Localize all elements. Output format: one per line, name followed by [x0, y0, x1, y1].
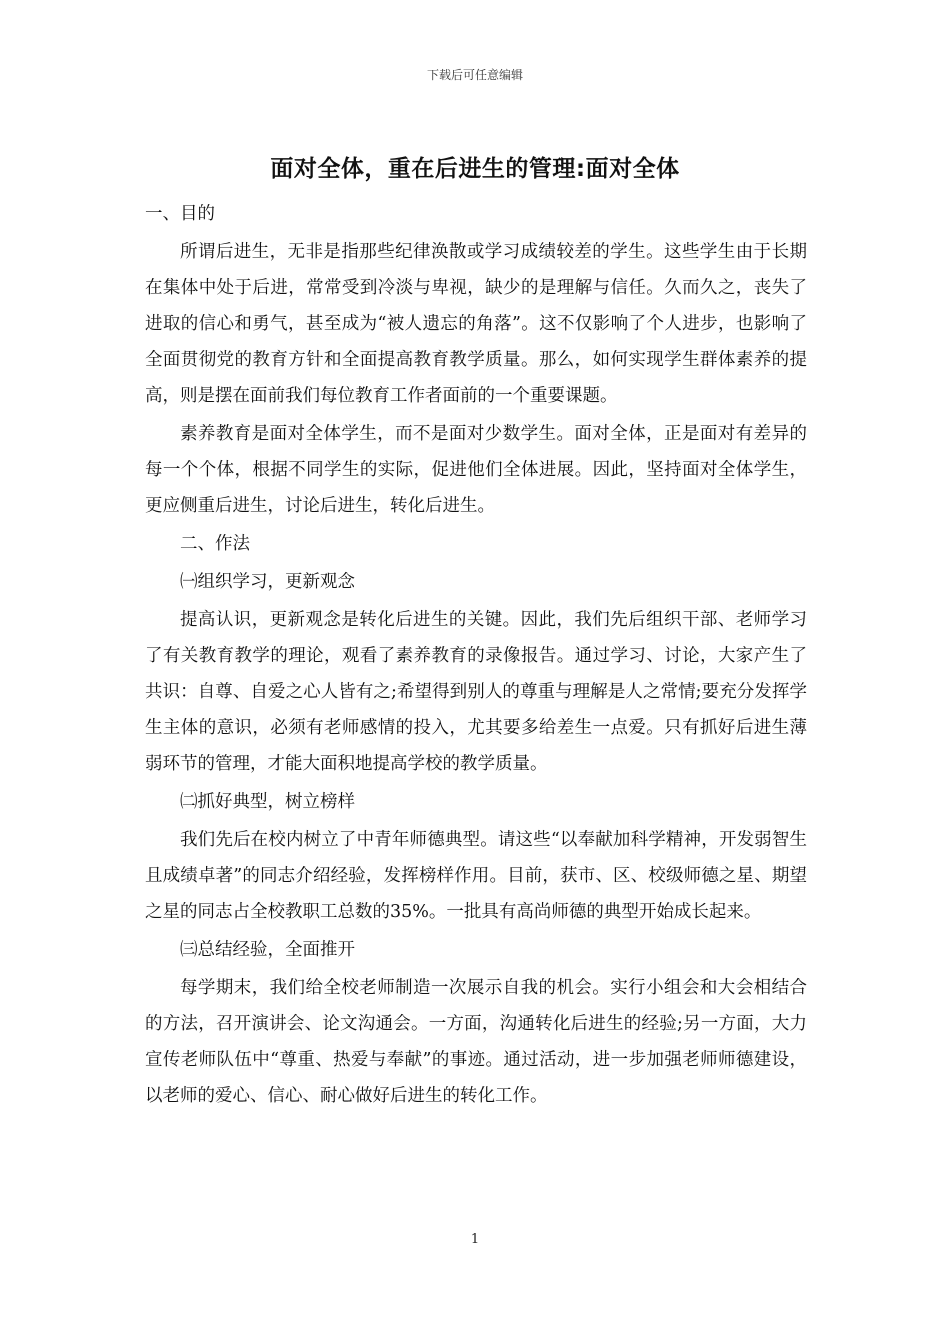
subsection-heading: ㈡抓好典型，树立榜样 [180, 792, 355, 812]
paragraph: 我们先后在校内树立了中青年师德典型。请这些“以奉献加科学精神，开发弱智生且成绩卓著”的同志介绍经验，发挥榜样作用。目前，获市、区、校级师德之星、期望之星的同志占全校教职工总数的35%。一批具有高尚师德的典型开始成长起来。 [145, 830, 807, 922]
paragraph: 素养教育是面对全体学生，而不是面对少数学生。面对全体，正是面对有差异的每一个个体，根据不同学生的实际，促进他们全体进展。因此，坚持面对全体学生，更应侧重后进生，讨论后进生，转化后进生。 [145, 424, 807, 516]
document-body [145, 196, 807, 1116]
section-heading-method: 二、作法 [180, 534, 250, 554]
section-heading-purpose: 一、目的 [145, 204, 215, 224]
header-note: 下载后可任意编辑 [426, 68, 523, 82]
paragraph: 提高认识，更新观念是转化后进生的关键。因此，我们先后组织干部、老师学习了有关教育教学的理论，观看了素养教育的录像报告。通过学习、讨论，大家产生了共识：自尊、自爱之心人皆有之;希望得到别人的尊重与理解是人之常情;要充分发挥学生主体的意识，必须有老师感情的投入，尤其要多给差生一点爱。只有抓好后进生薄弱环节的管理，才能大面积地提高学校的教学质量。 [145, 610, 807, 774]
paragraph: 所谓后进生，无非是指那些纪律涣散或学习成绩较差的学生。这些学生由于长期在集体中处于后进，常常受到冷淡与卑视，缺少的是理解与信任。久而久之，丧失了进取的信心和勇气，甚至成为“被人遗忘的角落”。这不仅影响了个人进步，也影响了全面贯彻党的教育方针和全面提高教育教学质量。那么，如何实现学生群体素养的提高，则是摆在面前我们每位教育工作者面前的一个重要课题。 [145, 242, 807, 406]
subsection-heading: ㈠组织学习，更新观念 [180, 572, 355, 592]
subsection-heading: ㈢总结经验，全面推开 [180, 940, 355, 960]
paragraph: 每学期末，我们给全校老师制造一次展示自我的机会。实行小组会和大会相结合的方法，召开演讲会、论文沟通会。一方面，沟通转化后进生的经验;另一方面，大力宣传老师队伍中“尊重、热爱与奉献”的事迹。通过活动，进一步加强老师师德建设，以老师的爱心、信心、耐心做好后进生的转化工作。 [145, 978, 807, 1106]
document-title: 面对全体，重在后进生的管理:面对全体 [270, 156, 680, 182]
page-number: 1 [470, 1232, 480, 1247]
